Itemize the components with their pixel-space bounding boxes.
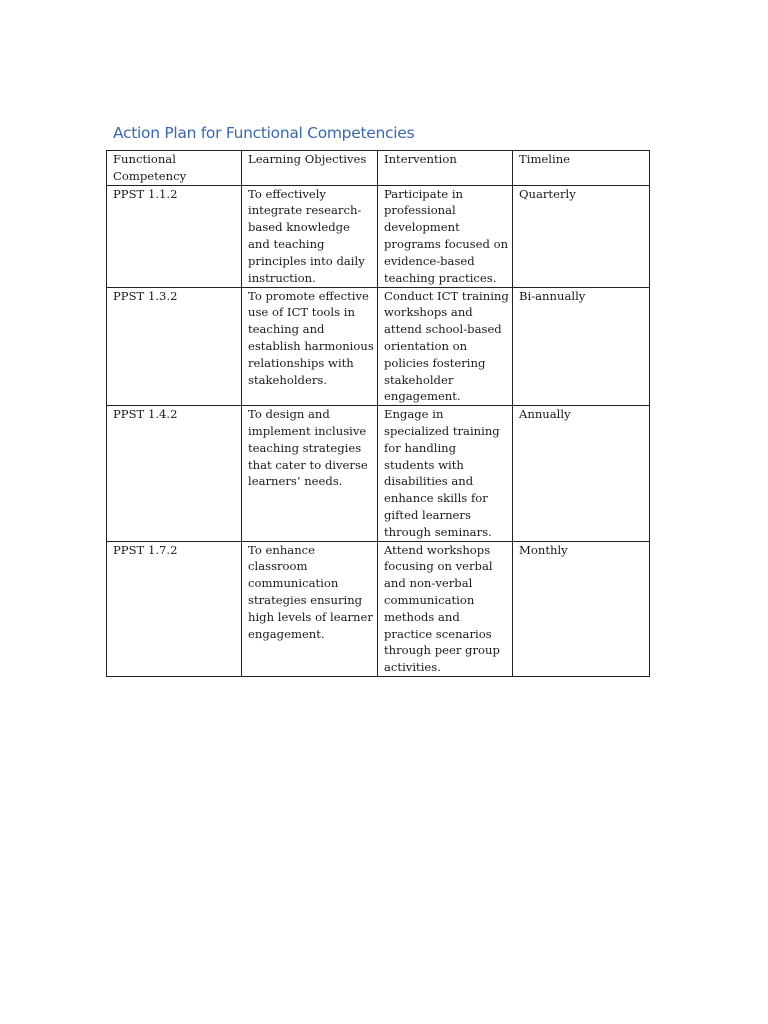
objective-cell: To design and implement inclusive teaching strategies that cater to diverse learners’ needs. bbox=[242, 406, 378, 541]
timeline-cell: Annually bbox=[513, 406, 650, 541]
table-header-row bbox=[107, 151, 650, 186]
competency-cell: PPST 1.3.2 bbox=[107, 287, 242, 406]
action-plan-table bbox=[106, 150, 650, 677]
table-row bbox=[107, 541, 650, 676]
competency-cell: PPST 1.4.2 bbox=[107, 406, 242, 541]
intervention-cell: Conduct ICT training workshops and attend school-based orientation on policies fostering stakeholder engagement. bbox=[378, 287, 513, 406]
timeline-cell: Monthly bbox=[513, 541, 650, 676]
objective-cell: To promote effective use of ICT tools in teaching and establish harmonious relationships with stakeholders. bbox=[242, 287, 378, 406]
header-functional-competency: Functional Competency bbox=[107, 151, 242, 186]
header-intervention: Intervention bbox=[378, 151, 513, 186]
intervention-cell: Attend workshops focusing on verbal and non-verbal communication methods and practice scenarios through peer group activities. bbox=[378, 541, 513, 676]
document-title: Action Plan for Functional Competencies bbox=[113, 124, 415, 142]
timeline-cell: Quarterly bbox=[513, 185, 650, 287]
objective-cell: To enhance classroom communication strategies ensuring high levels of learner engagement. bbox=[242, 541, 378, 676]
intervention-cell: Engage in specialized training for handling students with disabilities and enhance skills for gifted learners through seminars. bbox=[378, 406, 513, 541]
competency-cell: PPST 1.1.2 bbox=[107, 185, 242, 287]
table-row bbox=[107, 406, 650, 541]
table-row bbox=[107, 185, 650, 287]
header-learning-objectives: Learning Objectives bbox=[242, 151, 378, 186]
table-row bbox=[107, 287, 650, 406]
header-timeline: Timeline bbox=[513, 151, 650, 186]
timeline-cell: Bi-annually bbox=[513, 287, 650, 406]
objective-cell: To effectively integrate research-based knowledge and teaching principles into daily instruction. bbox=[242, 185, 378, 287]
intervention-cell: Participate in professional development programs focused on evidence-based teaching practices. bbox=[378, 185, 513, 287]
competency-cell: PPST 1.7.2 bbox=[107, 541, 242, 676]
